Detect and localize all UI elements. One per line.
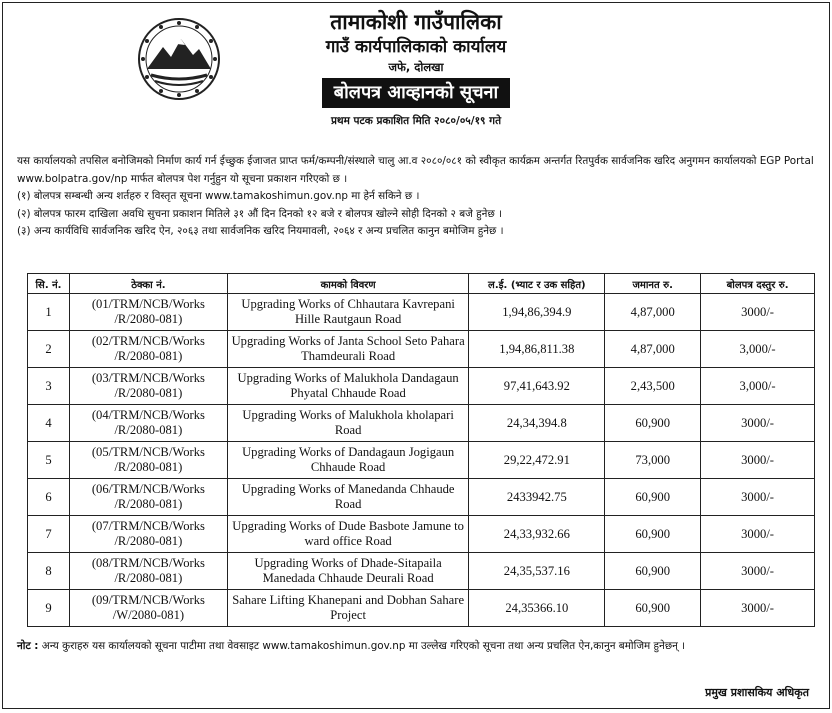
col-header-fee: बोलपत्र दस्तुर रु.	[701, 274, 815, 294]
cell-description: Upgrading Works of Manedanda Chhaude Road	[227, 479, 469, 516]
cell-description: Upgrading Works of Malukhola Dandagaun Phyatal Chhaude Road	[227, 368, 469, 405]
table-header-row	[28, 274, 815, 294]
notice-page	[2, 2, 830, 709]
publish-date: प्रथम पटक प्रकाशित मिति २०८०/०५/१९ गते	[330, 115, 502, 127]
cell-description: Upgrading Works of Dude Basbote Jamune to ward office Road	[227, 516, 469, 553]
table-row	[28, 331, 815, 368]
cell-description: Upgrading Works of Dhade-Sitapaila Manedada Chhaude Deurali Road	[227, 553, 469, 590]
cell-fee: 3000/-	[701, 442, 815, 479]
cell-fee: 3000/-	[701, 405, 815, 442]
note-text: अन्य कुराहरु यस कार्यालयको सूचना पाटीमा तथा वेवसाइट www.tamakoshimun.gov.np मा उल्लेख गरिएको सूचना तथा अन्य प्रचलित ऐन,कानुन बमोजिम हुनेछन् ।	[41, 640, 686, 652]
cell-description: Upgrading Works of Dandagaun Jogigaun Chhaude Road	[227, 442, 469, 479]
cell-security: 73,000	[605, 442, 701, 479]
table-row	[28, 368, 815, 405]
cell-fee: 3,000/-	[701, 368, 815, 405]
cell-sn: 3	[28, 368, 70, 405]
col-header-cost-estimate: ल.ई. (भ्याट र उक सहित)	[469, 274, 605, 294]
cell-description: Upgrading Works of Chhautara Kavrepani Hille Rautgaun Road	[227, 294, 469, 331]
col-header-security: जमानत रु.	[605, 274, 701, 294]
cell-fee: 3,000/-	[701, 331, 815, 368]
tender-table	[27, 273, 815, 627]
point-1: (१) बोलपत्र सम्बन्धी अन्य शर्तहरु र विस्तृत सूचना www.tamakoshimun.gov.np मा हेर्न सकिने छ ।	[17, 190, 420, 203]
cell-cost: 24,33,932.66	[469, 516, 605, 553]
cell-security: 60,900	[605, 553, 701, 590]
table-row	[28, 553, 815, 590]
cell-sn: 9	[28, 590, 70, 627]
cell-contract: (02/TRM/NCB/Works /R/2080-081)	[69, 331, 227, 368]
cell-contract: (07/TRM/NCB/Works /R/2080-081)	[69, 516, 227, 553]
cell-security: 60,900	[605, 405, 701, 442]
table-row	[28, 479, 815, 516]
cell-security: 60,900	[605, 479, 701, 516]
cell-contract: (05/TRM/NCB/Works /R/2080-081)	[69, 442, 227, 479]
col-header-description: कामको विवरण	[227, 274, 469, 294]
cell-fee: 3000/-	[701, 516, 815, 553]
cell-security: 4,87,000	[605, 294, 701, 331]
cell-fee: 3000/-	[701, 294, 815, 331]
notice-body	[17, 153, 819, 241]
notice-header	[3, 9, 829, 128]
cell-cost: 97,41,643.92	[469, 368, 605, 405]
table-row	[28, 405, 815, 442]
cell-sn: 4	[28, 405, 70, 442]
cell-sn: 1	[28, 294, 70, 331]
cell-sn: 6	[28, 479, 70, 516]
cell-contract: (08/TRM/NCB/Works /R/2080-081)	[69, 553, 227, 590]
cell-contract: (03/TRM/NCB/Works /R/2080-081)	[69, 368, 227, 405]
cell-cost: 24,35366.10	[469, 590, 605, 627]
cell-security: 60,900	[605, 590, 701, 627]
note-label: नोट :	[17, 640, 39, 652]
table-row	[28, 590, 815, 627]
cell-security: 4,87,000	[605, 331, 701, 368]
signatory-title: प्रमुख प्रशासकिय अधिकृत	[705, 686, 809, 699]
cell-security: 2,43,500	[605, 368, 701, 405]
cell-security: 60,900	[605, 516, 701, 553]
point-2: (२) बोलपत्र फारम दाखिला अवधि सुचना प्रकाशन मितिले ३१ औं दिन दिनको १२ बजे र बोलपत्र खोल्ने सोही दिनको २ बजे हुनेछ ।	[17, 207, 502, 220]
office-location: जफे, दोलखा	[388, 60, 444, 74]
table-row	[28, 442, 815, 479]
cell-description: Sahare Lifting Khanepani and Dobhan Sahare Project	[227, 590, 469, 627]
office-subtitle: गाउँ कार्यपालिकाको कार्यालय	[325, 37, 507, 57]
col-header-contract: ठेक्का नं.	[69, 274, 227, 294]
point-3: (३) अन्य कार्यविधि सार्वजनिक खरिद ऐन, २०६३ तथा सार्वजनिक खरिद नियमावली, २०६४ र अन्य प्रचलित कानुन बमोजिम हुनेछ ।	[17, 225, 504, 238]
cell-description: Upgrading Works of Janta School Seto Pahara Thamdeurali Road	[227, 331, 469, 368]
intro-paragraph: यस कार्यालयको तपसिल बनोजिमको निर्माण कार्य गर्न ईच्छुक ईजाजत प्राप्त फर्म/कम्पनी/संस्थाले चालु आ.व २०८०/०८१ को स्वीकृत कार्यक्रम अन्तर्गत रितपुर्वक सार्वजनिक खरिद अनुगमन कार्यालयको EGP Portal www.bolpatra.gov/np मार्फत बोलपत्र पेश गर्नुहुन यो सूचना प्रकाशन गरिएको छ ।	[17, 155, 814, 185]
cell-sn: 8	[28, 553, 70, 590]
cell-description: Upgrading Works of Malukhola kholapari Road	[227, 405, 469, 442]
cell-cost: 29,22,472.91	[469, 442, 605, 479]
cell-cost: 2433942.75	[469, 479, 605, 516]
cell-cost: 1,94,86,811.38	[469, 331, 605, 368]
cell-cost: 24,35,537.16	[469, 553, 605, 590]
table-row	[28, 516, 815, 553]
cell-fee: 3000/-	[701, 590, 815, 627]
footer-note	[17, 638, 819, 655]
cell-fee: 3000/-	[701, 553, 815, 590]
cell-contract: (06/TRM/NCB/Works /R/2080-081)	[69, 479, 227, 516]
cell-sn: 7	[28, 516, 70, 553]
table-row	[28, 294, 815, 331]
col-header-sn: सि. नं.	[28, 274, 70, 294]
notice-title: बोलपत्र आव्हानको सूचना	[322, 78, 510, 108]
cell-cost: 1,94,86,394.9	[469, 294, 605, 331]
cell-sn: 2	[28, 331, 70, 368]
cell-contract: (09/TRM/NCB/Works /W/2080-081)	[69, 590, 227, 627]
cell-contract: (01/TRM/NCB/Works /R/2080-081)	[69, 294, 227, 331]
office-name: तामाकोशी गाउँपालिका	[330, 10, 502, 34]
cell-sn: 5	[28, 442, 70, 479]
cell-fee: 3000/-	[701, 479, 815, 516]
cell-contract: (04/TRM/NCB/Works /R/2080-081)	[69, 405, 227, 442]
cell-cost: 24,34,394.8	[469, 405, 605, 442]
